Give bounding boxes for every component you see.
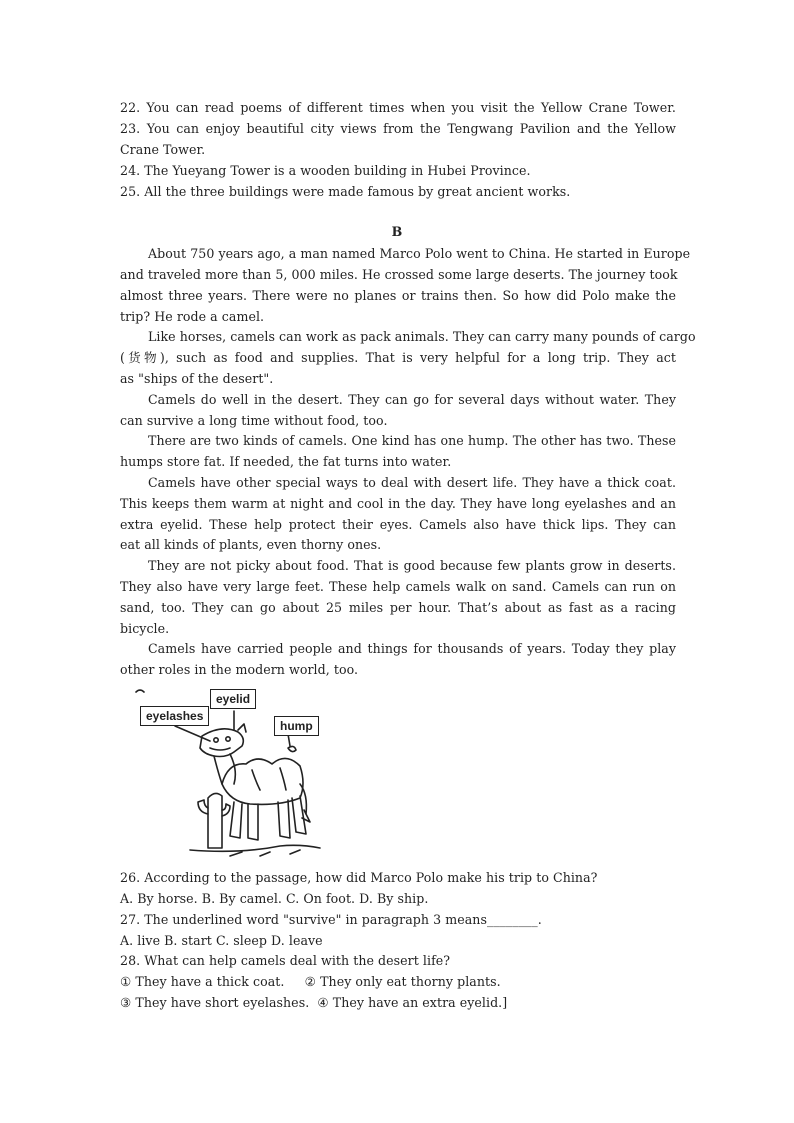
question-27: 27. The underlined word "survive" in paragraph 3 means________. <box>120 912 542 927</box>
question-25: 25. All the three buildings were made famous by great ancient works. <box>120 184 571 199</box>
eyelashes-label: eyelashes <box>140 706 209 726</box>
passage-line: They are not picky about food. That is good because few plants grow in deserts. <box>148 558 676 573</box>
passage-line: almost three years. There were no planes or trains then. So how did Polo make the <box>120 288 676 303</box>
passage-line: This keeps them warm at night and cool in the day. They have long eyelashes and an <box>120 496 676 511</box>
passage-line: sand, too. They can go about 25 miles per hour. That’s about as fast as a racing <box>120 600 676 615</box>
passage-line: trip? He rode a camel. <box>120 309 265 324</box>
passage-line: There are two kinds of camels. One kind has one hump. The other has two. These <box>148 433 676 448</box>
eyelid-label: eyelid <box>210 689 256 709</box>
passage-line: humps store fat. If needed, the fat turns into water. <box>120 454 452 469</box>
hump-label: hump <box>274 716 319 736</box>
question-27-options: A. live B. start C. sleep D. leave <box>120 933 323 948</box>
question-23: 23. You can enjoy beautiful city views from the Tengwang Pavilion and the Yellow <box>120 121 676 136</box>
question-28-options-1: ① They have a thick coat. ② They only eat thorny plants. <box>120 974 501 989</box>
passage-line: They also have very large feet. These help camels walk on sand. Camels can run on <box>120 579 676 594</box>
passage-line: other roles in the modern world, too. <box>120 662 359 677</box>
passage-line: bicycle. <box>120 621 170 636</box>
passage-line: extra eyelid. These help protect their eyes. Camels also have thick lips. They can <box>120 517 676 532</box>
question-22: 22. You can read poems of different times when you visit the Yellow Crane Tower. <box>120 100 676 115</box>
question-23-continued: Crane Tower. <box>120 142 206 157</box>
section-heading: B <box>391 224 403 239</box>
passage-line: can survive a long time without food, too. <box>120 413 388 428</box>
passage-line: eat all kinds of plants, even thorny ones. <box>120 537 382 552</box>
passage-line: Camels have carried people and things for thousands of years. Today they play <box>148 641 676 656</box>
question-26: 26. According to the passage, how did Marco Polo make his trip to China? <box>120 870 598 885</box>
passage-line: (货物), such as food and supplies. That is very helpful for a long trip. They act <box>120 350 676 365</box>
passage-line: Camels do well in the desert. They can go for several days without water. They <box>148 392 676 407</box>
question-26-options: A. By horse. B. By camel. C. On foot. D. By ship. <box>120 891 429 906</box>
passage-line: Camels have other special ways to deal with desert life. They have a thick coat. <box>148 475 676 490</box>
question-24: 24. The Yueyang Tower is a wooden building in Hubei Province. <box>120 163 531 178</box>
passage-line: as "ships of the desert". <box>120 371 274 386</box>
passage-line: and traveled more than 5, 000 miles. He crossed some large deserts. The journey took <box>120 267 678 282</box>
question-28-options-2: ③ They have short eyelashes. ④ They have an extra eyelid.] <box>120 995 508 1010</box>
passage-line: About 750 years ago, a man named Marco Polo went to China. He started in Europe <box>148 246 691 261</box>
passage-line: Like horses, camels can work as pack animals. They can carry many pounds of cargo <box>148 329 696 344</box>
question-28: 28. What can help camels deal with the desert life? <box>120 953 451 968</box>
camel-illustration <box>130 686 325 858</box>
